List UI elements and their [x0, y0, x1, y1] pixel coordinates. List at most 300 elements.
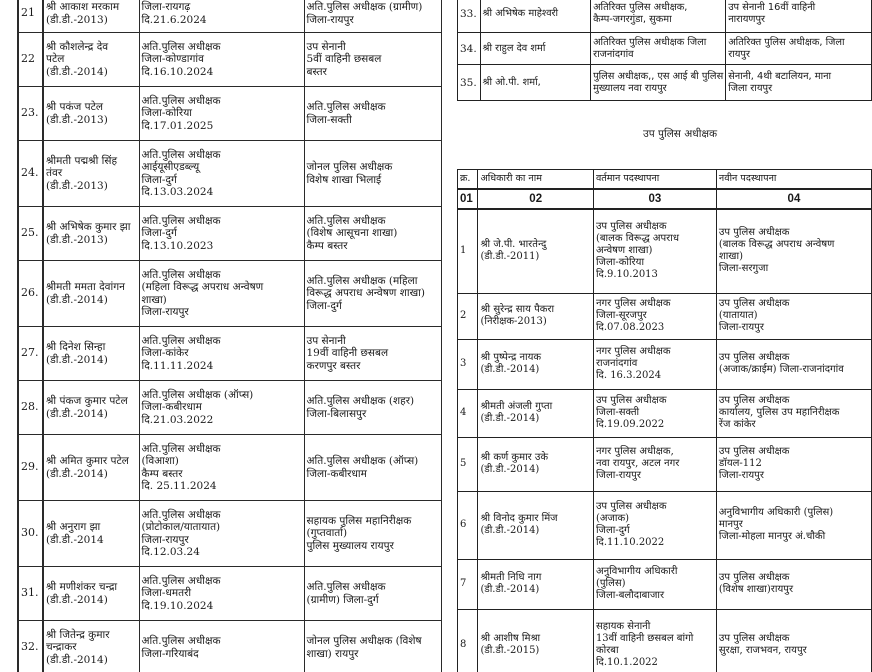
new-posting-line: 19वीं वाहिनी छसबल: [306, 347, 389, 360]
current-posting-line: जिला-रायपुर: [595, 470, 641, 481]
officer-name-line: श्री जितेन्द्र कुमार: [46, 628, 110, 641]
current-posting: [591, 0, 726, 33]
new-posting: [716, 437, 871, 491]
table-row: [18, 87, 441, 141]
current-posting-line: (बालक विरूद्ध अपराध: [595, 233, 680, 245]
officer-name-line: श्री दिनेश सिन्हा: [46, 341, 106, 354]
officer-name-line: (डी.डी.-2014): [480, 413, 540, 424]
table-row: [18, 141, 441, 207]
new-posting: [716, 389, 871, 437]
new-posting-line: उप पुलिस अधीक्षक: [718, 633, 790, 644]
serial-number: 3: [458, 339, 478, 389]
current-posting-line: अन्वेषण शाखा): [595, 245, 653, 257]
new-posting-line: जिला-सरगुजा: [718, 263, 769, 275]
new-posting-line: (यातायात): [718, 310, 758, 321]
officer-name: [43, 87, 139, 141]
new-posting: [304, 621, 441, 672]
officer-name-line: (डी.डी.-2014): [46, 293, 108, 306]
officer-name: [43, 327, 139, 381]
table-row: [18, 381, 441, 435]
current-posting-line: राजनांदगांव: [593, 48, 634, 60]
column-number: 01: [458, 189, 478, 209]
current-posting-line: उप पुलिस अधीक्षक: [595, 501, 667, 512]
new-posting: [304, 381, 441, 435]
officer-name-line: श्री विनोद कुमार मिंज: [480, 513, 558, 524]
table-row: [18, 567, 441, 621]
new-posting: [304, 0, 441, 33]
current-posting-line: कैम्प बस्तर: [141, 467, 183, 480]
new-posting-line: विशेष शाखा भिलाई: [306, 173, 382, 186]
officer-name: [478, 389, 593, 437]
table-row: [18, 621, 441, 672]
officer-name-line: श्रीमती ममता देवांगन: [46, 281, 125, 294]
officer-name-line: श्री ओ.पी. शर्मा,: [482, 76, 541, 88]
new-posting-line: अति.पुलिस अधीक्षक (ऑप्स): [306, 455, 419, 468]
new-posting-line: शाखा) रायपुर: [306, 647, 359, 660]
current-posting-line: जिला-बलौदाबाजार: [595, 590, 665, 601]
current-posting-line: दि.19.09.2022: [595, 419, 665, 430]
officer-name-line: श्री अभिषेक कुमार झा: [46, 221, 131, 234]
current-posting-line: शाखा): [141, 293, 167, 306]
serial-number: 31.: [18, 567, 43, 621]
new-posting-line: जिला-सक्ती: [306, 113, 352, 126]
new-posting-line: (ग्रामीण) जिला-दुर्ग: [306, 593, 379, 606]
officer-name-line: (डी.डी.-2015): [480, 645, 540, 656]
serial-number: 1: [458, 209, 478, 293]
new-posting-line: कैम्प बस्तर: [306, 239, 348, 252]
new-posting: [304, 501, 441, 567]
officer-name-line: (डी.डी.-2013): [46, 113, 108, 126]
officer-name-line: (डी.डी.-2014): [480, 584, 540, 595]
current-posting-line: जिला-कबीरधाम: [141, 401, 202, 414]
current-posting-line: अतिरिक्त पुलिस अधीक्षक,: [593, 1, 688, 13]
officer-name: [478, 609, 593, 672]
new-posting-line: जोनल पुलिस अधीक्षक: [306, 161, 393, 174]
new-posting-line: (गुप्तवार्ता): [306, 527, 348, 540]
officer-name: [43, 207, 139, 261]
current-posting-line: दि.07.08.2023: [595, 322, 665, 333]
officer-name-line: श्री कर्ण कुमार उके: [480, 452, 549, 463]
current-posting-line: दि.16.10.2024: [141, 65, 214, 78]
new-posting: [304, 33, 441, 87]
current-posting-line: अति.पुलिस अधीक्षक: [141, 442, 221, 455]
new-posting-line: उप पुलिस अधीक्षक: [718, 572, 790, 583]
table-row: [458, 559, 872, 609]
header-row: [458, 170, 872, 190]
officer-name: [43, 435, 139, 501]
officer-name-line: (डी.डी.-2014): [46, 653, 108, 666]
officer-name-line: तंवर: [46, 167, 63, 180]
header-current-posting: वर्तमान पदस्थापना: [593, 170, 716, 190]
officer-name-line: श्री आशीष मिश्रा: [480, 633, 541, 644]
new-posting: [304, 141, 441, 207]
new-posting-line: उप पुलिस अधीक्षक: [718, 227, 790, 239]
current-posting: [593, 389, 716, 437]
officer-name-line: श्रीमती पद्मश्री सिंह: [46, 154, 118, 167]
current-posting-line: जिला-कोरिया: [141, 107, 193, 120]
current-posting: [591, 33, 726, 65]
new-posting-line: जिला-मोहला मानपुर अं.चौकी: [718, 531, 826, 542]
serial-number: 24.: [18, 141, 43, 207]
current-posting: [139, 327, 304, 381]
new-posting-line: जिला-रायपुर: [718, 470, 764, 481]
current-posting-line: अनुविभागीय अधिकारी: [595, 566, 678, 577]
officer-name-line: श्री अमित कुमार पटेल: [46, 455, 129, 468]
serial-number: 25.: [18, 207, 43, 261]
new-posting-line: उप सेनानी: [306, 334, 346, 347]
officer-name-line: श्री अभिषेक माहेश्वरी: [482, 7, 559, 19]
table-row: [458, 437, 872, 491]
current-posting: [139, 207, 304, 261]
header-serial: क्र.: [458, 170, 478, 190]
new-posting-line: बस्तर: [306, 65, 327, 78]
current-posting-line: अति.पुलिस अधीक्षक: [141, 574, 221, 587]
current-posting-line: अति.पुलिस अधीक्षक: [141, 40, 221, 53]
current-posting-line: जिला-कांकेर: [141, 347, 189, 360]
current-posting: [593, 293, 716, 339]
current-posting-line: पुलिस अधीक्षक,, एस आई बी पुलिस: [593, 70, 724, 82]
officer-name-line: (निरीक्षक-2013): [480, 316, 547, 327]
new-posting-line: जिला-कबीरधाम: [306, 467, 367, 480]
current-posting-line: जिला-दुर्ग: [141, 173, 177, 186]
current-posting-line: दि.11.11.2024: [141, 359, 214, 372]
current-posting: [593, 609, 716, 672]
officer-name-line: श्री सुरेन्द्र साय पैकरा: [480, 304, 555, 315]
officer-name-line: श्री आकाश मरकाम: [46, 1, 120, 14]
new-posting: [726, 33, 872, 65]
current-posting-line: अति.पुलिस अधीक्षक: [141, 268, 221, 281]
serial-number: 26.: [18, 261, 43, 327]
new-posting-line: जिला-बिलासपुर: [306, 407, 367, 420]
new-posting-line: सुरक्षा, राजभवन, रायपुर: [718, 645, 807, 656]
officer-name-line: (डी.डी.-2013): [46, 233, 108, 246]
current-posting-line: जिला-दुर्ग: [595, 525, 630, 536]
current-posting-line: (प्रोटोकाल/यातायात): [141, 521, 221, 534]
table-row: [18, 261, 441, 327]
new-posting-line: अति.पुलिस अधीक्षक (ग्रामीण): [306, 1, 423, 14]
current-posting-line: (पुलिस): [595, 578, 626, 589]
serial-number: 6: [458, 491, 478, 559]
new-posting-line: उप पुलिस अधीक्षक: [718, 446, 790, 457]
new-posting-line: अति.पुलिस अधीक्षक: [306, 581, 386, 594]
new-posting: [716, 339, 871, 389]
officer-name-line: (डी.डी.-2014): [480, 364, 540, 375]
new-posting: [716, 293, 871, 339]
new-posting: [716, 609, 871, 672]
current-posting-line: दि.21.6.2024: [141, 13, 207, 26]
table-row: [18, 435, 441, 501]
new-posting-line: अति.पुलिस अधीक्षक (महिला: [306, 274, 418, 287]
current-posting-line: कोरबा: [595, 645, 619, 656]
table-row: [458, 33, 872, 65]
current-posting: [593, 339, 716, 389]
serial-number: 22: [18, 33, 43, 87]
serial-number: 7: [458, 559, 478, 609]
officer-name: [480, 0, 591, 33]
new-posting: [726, 65, 872, 101]
new-posting-line: जिला-दुर्ग: [306, 299, 342, 312]
new-posting-line: नारायणपुर: [728, 13, 766, 25]
table-row: [18, 501, 441, 567]
current-posting: [593, 491, 716, 559]
officer-name-line: (डी.डी.-2014): [46, 353, 108, 366]
current-posting-line: जिला-धमतरी: [141, 587, 192, 600]
officer-name-line: श्री पंकज कुमार पटेल: [46, 395, 128, 408]
table-row: [18, 207, 441, 261]
officer-name-line: पटेल: [46, 53, 65, 66]
new-posting: [304, 261, 441, 327]
current-posting-line: उप पुलिस अधीक्षक: [595, 221, 667, 233]
current-posting-line: दि. 16.3.2024: [595, 370, 662, 381]
current-posting-line: अति.पुलिस अधीक्षक: [141, 214, 221, 227]
new-posting-line: उप सेनानी 16वीं वाहिनी: [728, 1, 816, 13]
officer-name-line: श्री जे.पी. भारतेन्दु: [480, 239, 547, 251]
serial-number: 21: [18, 0, 43, 33]
officer-name: [43, 261, 139, 327]
current-posting-line: नगर पुलिस अधीक्षक: [595, 298, 671, 309]
current-posting-line: दि.10.1.2022: [595, 657, 658, 668]
officer-name-line: (डी.डी.-2014): [46, 467, 108, 480]
current-posting: [593, 437, 716, 491]
current-posting-line: अति.पुलिस अधीक्षक: [141, 635, 221, 648]
new-posting-line: (विशेष आसूचना शाखा): [306, 227, 398, 240]
section-title-deputy-sp: उप पुलिस अधीक्षक: [642, 128, 718, 140]
officer-name: [478, 559, 593, 609]
column-number: 04: [716, 189, 871, 209]
current-posting-line: अति.पुलिस अधीक्षक: [141, 148, 221, 161]
serial-number: 8: [458, 609, 478, 672]
current-posting-line: दि.9.10.2013: [595, 269, 658, 281]
officer-name-line: श्री कौशलेन्द्र देव: [46, 40, 109, 53]
current-posting-line: उप पुलिस अधीक्षक: [595, 395, 667, 406]
serial-number: 33.: [458, 0, 481, 33]
officer-name: [478, 339, 593, 389]
serial-number: 32.: [18, 621, 43, 672]
new-posting: [304, 87, 441, 141]
officer-name-line: श्री मणीशंकर चन्द्रा: [46, 581, 118, 594]
officer-name-line: श्री पकंज पटेल: [46, 101, 104, 114]
officer-name-line: (डी.डी.-2014): [46, 65, 108, 78]
new-posting: [716, 559, 871, 609]
column-number-row: [458, 189, 872, 209]
officer-name-line: (डी.डी.-2014: [46, 533, 104, 546]
officer-name-line: श्री अनुराग झा: [46, 521, 101, 534]
serial-number: 29.: [18, 435, 43, 501]
current-posting-line: जिला-कोरिया: [595, 257, 645, 269]
table-row: [458, 491, 872, 559]
current-posting: [593, 209, 716, 293]
current-posting-line: जिला-दुर्ग: [141, 227, 177, 240]
new-posting-line: उप पुलिस अधीक्षक: [718, 352, 790, 363]
current-posting-line: जिला-सूरजपुर: [595, 310, 647, 321]
officer-name-line: (डी.डी.-2014): [480, 525, 540, 536]
current-posting-line: अति.पुलिस अधीक्षक (ऑप्स): [141, 388, 254, 401]
current-posting-line: नगर पुलिस अधीक्षक: [595, 346, 671, 357]
new-posting-line: पुलिस मुख्यालय रायपुर: [306, 539, 394, 552]
serial-number: 35.: [458, 65, 481, 101]
current-posting-line: 13वीं वाहिनी छसबल बांगो: [595, 633, 694, 644]
new-posting-line: अनुविभागीय अधिकारी (पुलिस): [718, 507, 834, 518]
table-row: [458, 339, 872, 389]
table-row: [458, 609, 872, 672]
officer-name: [43, 381, 139, 435]
new-posting-line: रेंज कांकेर: [718, 419, 756, 430]
new-posting-line: मानपुर: [718, 519, 743, 530]
current-posting: [593, 559, 716, 609]
current-posting-line: दि.13.03.2024: [141, 185, 214, 198]
officer-name-line: (डी.डी.-2014): [46, 407, 108, 420]
new-posting-line: अति.पुलिस अधीक्षक: [306, 214, 386, 227]
officer-name-line: श्रीमती निधि नाग: [480, 572, 542, 583]
current-posting-line: दि. 25.11.2024: [141, 479, 217, 492]
new-posting-line: अति.पुलिस अधीक्षक: [306, 101, 386, 114]
serial-number: 30.: [18, 501, 43, 567]
current-posting-line: अति.पुलिस अधीक्षक: [141, 334, 221, 347]
current-posting: [591, 65, 726, 101]
officer-name-line: (डी.डी.-2013): [46, 179, 108, 192]
table-row: [18, 0, 441, 33]
serial-number: 23.: [18, 87, 43, 141]
current-posting-line: दि.13.10.2023: [141, 239, 214, 252]
header-officer-name: अधिकारी का नाम: [478, 170, 593, 190]
new-posting-line: अतिरिक्त पुलिस अधीक्षक, जिला: [728, 36, 845, 48]
officer-name-line: श्रीमती अंजली गुप्ता: [480, 401, 553, 412]
current-posting-line: कैम्प-जगरगुंडा, सुकमा: [593, 13, 672, 25]
current-posting: [139, 435, 304, 501]
current-posting-line: दि.19.10.2024: [141, 599, 214, 612]
current-posting-line: दि.17.01.2025: [141, 119, 214, 132]
new-posting-line: जिला-रायपुर: [718, 322, 764, 333]
serial-number: 4: [458, 389, 478, 437]
officer-name: [478, 209, 593, 293]
current-posting-line: जिला-सक्ती: [595, 407, 640, 418]
current-posting: [139, 0, 304, 33]
current-posting: [139, 33, 304, 87]
new-posting: [716, 209, 871, 293]
table-row: [458, 65, 872, 101]
current-posting: [139, 381, 304, 435]
column-number: 03: [593, 189, 716, 209]
current-posting-line: मुख्यालय नवा रायपुर: [593, 82, 667, 94]
current-posting-line: जिला-गरियाबंद: [141, 647, 199, 660]
current-posting: [139, 501, 304, 567]
serial-number: 27.: [18, 327, 43, 381]
new-posting-line: (विशेष शाखा)रायपुर: [718, 584, 794, 595]
officer-name: [43, 621, 139, 672]
current-posting-line: दि.11.10.2022: [595, 537, 665, 548]
current-posting-line: नवा रायपुर, अटल नगर: [595, 458, 680, 469]
current-posting-line: (विआशा): [141, 455, 179, 468]
table-row: [458, 389, 872, 437]
current-posting-line: सहायक सेनानी: [595, 621, 651, 632]
officer-name: [478, 491, 593, 559]
new-posting-line: 5वीं वाहिनी छसबल: [306, 53, 382, 66]
transfer-table-continued: [457, 0, 872, 101]
officer-name-line: (डी.डी.-2014): [480, 464, 540, 475]
serial-number: 2: [458, 293, 478, 339]
new-posting-line: डॉयल-112: [718, 458, 762, 469]
officer-name-line: (डी.डी.-2014): [46, 593, 108, 606]
transfer-table-deputy-sp: [457, 169, 872, 672]
officer-name: [43, 501, 139, 567]
new-posting: [716, 491, 871, 559]
current-posting-line: अतिरिक्त पुलिस अधीक्षक जिला: [593, 36, 707, 48]
table-row: [458, 293, 872, 339]
new-posting-line: उप सेनानी: [306, 40, 346, 53]
current-posting-line: अति.पुलिस अधीक्षक: [141, 94, 221, 107]
current-posting: [139, 141, 304, 207]
officer-name: [478, 293, 593, 339]
new-posting-line: उप पुलिस अधीक्षक: [718, 298, 790, 309]
officer-name-line: (डी.डी.-2011): [480, 251, 540, 263]
new-posting-line: कार्यालय, पुलिस उप महानिरीक्षक: [718, 407, 840, 418]
officer-name: [480, 33, 591, 65]
table-row: [18, 33, 441, 87]
current-posting-line: आईयूसीएडब्ल्यू: [141, 161, 200, 174]
current-posting-line: (अजाक): [595, 513, 630, 524]
table-row: [458, 0, 872, 33]
officer-name: [43, 567, 139, 621]
new-posting-line: सहायक पुलिस महानिरीक्षक: [306, 514, 412, 527]
officer-name: [43, 33, 139, 87]
current-posting-line: राजनांदगांव: [595, 358, 638, 369]
officer-name-line: श्री राहुल देव शर्मा: [482, 42, 546, 54]
new-posting-line: शाखा): [718, 251, 743, 263]
serial-number: 5: [458, 437, 478, 491]
current-posting-line: जिला-कोण्डागांव: [141, 53, 204, 66]
officer-name-line: चन्द्राकर: [46, 641, 77, 654]
current-posting-line: जिला-रायपुर: [141, 305, 189, 318]
officer-name-line: श्री पुष्पेन्द्र नायक: [480, 352, 542, 363]
current-posting-line: (महिला विरूद्ध अपराध अन्वेषण: [141, 281, 264, 294]
new-posting-line: (बालक विरूद्ध अपराध अन्वेषण: [718, 239, 835, 251]
new-posting: [304, 207, 441, 261]
officer-name: [478, 437, 593, 491]
new-posting: [304, 327, 441, 381]
serial-number: 28.: [18, 381, 43, 435]
current-posting: [139, 87, 304, 141]
new-posting-line: विरूद्ध अपराध अन्वेषण शाखा): [306, 287, 425, 300]
new-posting-line: जिला रायपुर: [728, 82, 773, 94]
new-posting: [304, 435, 441, 501]
current-posting-line: दि.21.03.2022: [141, 413, 214, 426]
current-posting: [139, 567, 304, 621]
column-number: 02: [478, 189, 593, 209]
officer-name: [43, 0, 139, 33]
serial-number: 34.: [458, 33, 481, 65]
current-posting: [139, 621, 304, 672]
new-posting-line: (अजाक/क्राईम) जिला-राजनांदगांव: [718, 364, 844, 375]
new-posting-line: जिला-रायपुर: [306, 13, 354, 26]
officer-name-line: (डी.डी.-2013): [46, 13, 108, 26]
transfer-table-additional-sp: [17, 0, 442, 672]
current-posting-line: जिला-रायपुर: [141, 533, 189, 546]
current-posting-line: दि.12.03.24: [141, 545, 200, 558]
current-posting-line: अति.पुलिस अधीक्षक: [141, 508, 221, 521]
new-posting-line: रायपुर: [728, 48, 750, 60]
current-posting-line: जिला-रायगढ़: [141, 1, 191, 14]
new-posting-line: अति.पुलिस अधीक्षक (शहर): [306, 395, 415, 408]
new-posting: [726, 0, 872, 33]
new-posting-line: जोनल पुलिस अधीक्षक (विशेष: [306, 635, 422, 648]
new-posting: [304, 567, 441, 621]
table-row: [18, 327, 441, 381]
officer-name: [480, 65, 591, 101]
officer-name: [43, 141, 139, 207]
new-posting-line: उप पुलिस अधीक्षक: [718, 395, 790, 406]
new-posting-line: सेनानी, 4थी बटालियन, माना: [728, 70, 832, 82]
current-posting: [139, 261, 304, 327]
